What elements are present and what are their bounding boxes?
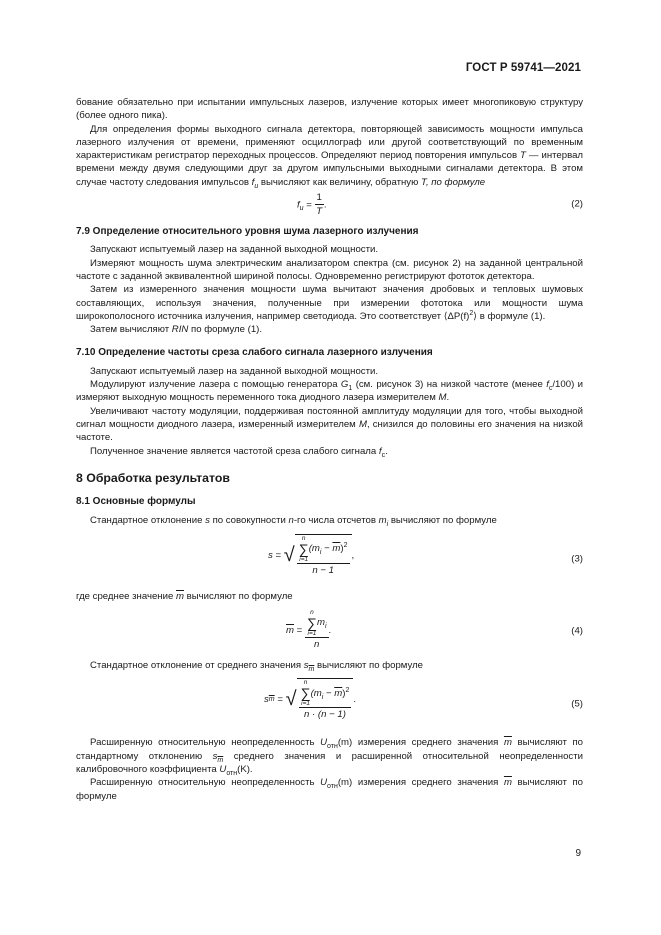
formula-2: $f_и$ = $\frac{1}{T}$ . (2) xyxy=(297,192,583,218)
page-body xyxy=(76,96,583,803)
standard-header: ГОСТ Р 59741—2021 xyxy=(465,62,581,74)
paragraph: Запускают испытуемый лазер на заданной выходной мощности. xyxy=(90,244,378,256)
paragraph: Затем из измеренного значения мощности шума вычитают значения дробовых и тепловых шумовых составляющих, используя значения, полученные при измерении фототока или мощности шума широкополосного источника излучения, например светодиода. Это соответствует $⟨\Delta P(f)^2⟩$ в формуле (1). xyxy=(76,284,583,322)
section-7-9-title: 7.9 Определение относительного уровня шума лазерного излучения xyxy=(76,226,419,238)
section-8-title: 8 Обработка результатов xyxy=(76,470,230,485)
formula-5: s $\overline{m}$ = √ n ∑ i=1 $(m_i - \overline{m})^2$ n · (n − 1) . (5) xyxy=(264,679,583,721)
paragraph: Запускают испытуемый лазер на заданной выходной мощности. xyxy=(90,365,378,377)
formula-number: (5) xyxy=(571,698,583,710)
paragraph: Стандартное отклонение s по совокупности n-го числа отсчетов $m_i$ вычисляют по формуле xyxy=(90,515,497,529)
paragraph: где среднее значение $\overline{m}$ вычисляют по формуле xyxy=(76,590,293,602)
formula-number: (3) xyxy=(571,553,583,565)
page-number: 9 xyxy=(575,848,581,859)
section-8-1-title: 8.1 Основные формулы xyxy=(76,496,196,508)
paragraph: Измеряют мощность шума электрическим анализатором спектра (см. рисунок 2) на заданной центральной частоте с заданной эквивалентной шириной полосы. Одновременно регистрируют фототок детектора. xyxy=(76,257,583,282)
paragraph: Стандартное отклонение от среднего значения $s_{\overline{m}}$ вычисляют по формуле xyxy=(90,660,424,673)
paragraph: Затем вычисляют RIN по формуле (1). xyxy=(90,324,263,336)
paragraph: Расширенную относительную неопределенность $U_{отн}(m)$ измерения среднего значения $\overline{m}$ вычисляют по стандартному отклонению $s_{\overline{m}}$ среднего значения и расширенной относительной неопределенности калибровочного коэффициента $U_{отн}(K)$. xyxy=(76,737,583,777)
paragraph-continuation: бование обязательно при испытании импульсных лазеров, излучение которых имеет многопиковую структуру (более одного пика). xyxy=(76,97,583,122)
formula-number: (2) xyxy=(571,198,583,210)
formula-3: s = √ n ∑ i=1 $(m_i - \overline{m})^2$ n − 1 , (3) xyxy=(268,534,583,576)
paragraph: Увеличивают частоту модуляции, поддерживая постоянной амплитуду модуляции для того, чтобы выходной сигнал мощности диодного лазера, измеренный измерителем M, снизился до половины его значения на низкой частоте. xyxy=(76,405,584,444)
paragraph: Полученное значение является частотой среза слабого сигнала $f_c$. xyxy=(90,445,388,459)
formula-4: $\overline{m}$ = n ∑ i=1 $m_i$ n . (4) xyxy=(286,609,583,651)
paragraph-form: Для определения формы выходного сигнала детектора, повторяющей зависимость мощности импульса лазерного излучения от времени, применяют осциллограф или другой соответствующий по временным характеристикам регистратор переходных процессов. Определяют период повторения импульсов T — интервал времени между двумя следующими друг за другом импульсными выходными сигналами детектора. В этом случае частоту следования импульсов $f_и$ вычисляют как величину, обратную T, по формуле xyxy=(76,123,583,190)
paragraph: Расширенную относительную неопределенность $U_{отн}(m)$ измерения среднего значения $\overline{m}$ вычисляют по формуле xyxy=(76,777,583,802)
section-7-10-title: 7.10 Определение частоты среза слабого сигнала лазерного излучения xyxy=(76,347,433,359)
formula-number: (4) xyxy=(571,625,583,637)
paragraph: Модулируют излучение лазера с помощью генератора $G_1$ (см. рисунок 3) на низкой частоте (менее $f_c/100$) и измеряют выходную мощность переменного тока диодного лазера измерителем M. xyxy=(76,379,583,404)
